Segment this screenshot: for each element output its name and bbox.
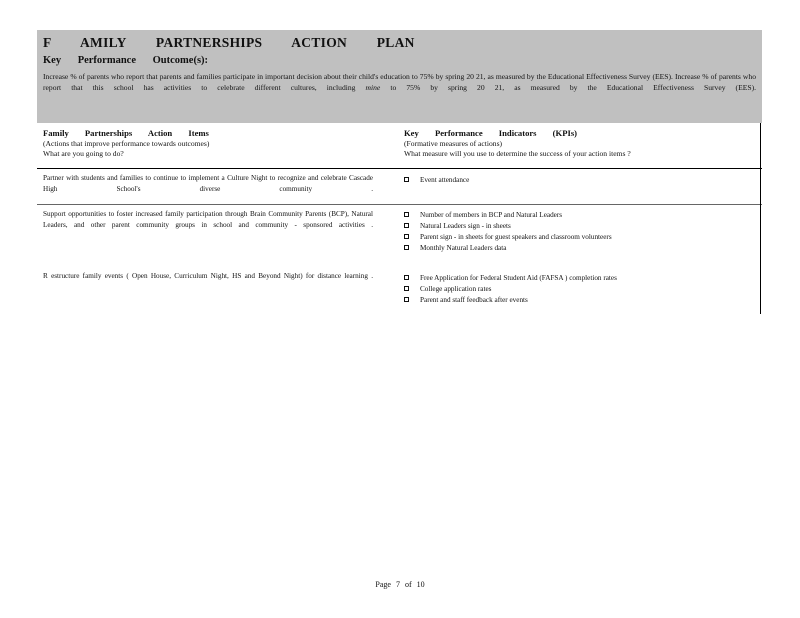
checkbox-bullet-icon xyxy=(404,177,409,182)
header-divider xyxy=(37,168,762,169)
kpi-description: (Formative measures of actions) xyxy=(404,138,503,148)
checkbox-bullet-icon xyxy=(404,212,409,217)
checkbox-bullet-icon xyxy=(404,275,409,280)
table-row-action: Partner with students and families to continue to implement a Culture Night to recognize and celebrate Cascade High School's diverse community . xyxy=(43,174,373,193)
list-item xyxy=(404,243,754,254)
kpi-text: Monthly Natural Leaders data xyxy=(420,244,507,252)
action-items-description: (Actions that improve performance towards outcomes) xyxy=(43,138,210,148)
page-title: F AMILY PARTNERSHIPS ACTION PLAN xyxy=(43,35,415,50)
action-items-heading: Family Partnerships Action Items xyxy=(43,128,209,138)
kpi-question: What measure will you use to determine the success of your action items ? xyxy=(404,149,631,158)
table-row-kpis xyxy=(404,210,754,254)
kpi-text: Free Application for Federal Student Aid (FAFSA ) completion rates xyxy=(420,274,617,282)
outcome-text-italic: mine xyxy=(365,82,381,92)
list-item xyxy=(404,284,754,295)
checkbox-bullet-icon xyxy=(404,297,409,302)
action-items-question: What are you going to do? xyxy=(43,149,124,158)
action-items-column-header xyxy=(43,128,378,160)
list-item xyxy=(404,221,754,232)
kpi-text: College application rates xyxy=(420,285,492,293)
kpi-text: Number of members in BCP and Natural Leaders xyxy=(420,211,563,219)
outcome-statement xyxy=(43,72,756,93)
outcome-text-part2: to 75% by spring 20 21, as measured by the Educational Effectiveness Survey (EES). xyxy=(390,82,757,92)
kpi-column-header xyxy=(404,128,754,160)
kpi-heading: Key Performance Indicators (KPIs) xyxy=(404,128,578,138)
kpi-text: Parent and staff feedback after events xyxy=(420,296,528,304)
table-row-action: Support opportunities to foster increased family participation through Brain Community Parents (BCP), Natural Leaders, and other parent community groups in school and community - sponsored activities . xyxy=(43,210,373,229)
list-item xyxy=(404,232,754,243)
row-divider xyxy=(37,204,762,205)
table-row-action: R estructure family events ( Open House, Curriculum Night, HS and Beyond Night) for distance learning . xyxy=(43,272,373,280)
plan-header xyxy=(37,30,762,123)
list-item xyxy=(404,175,754,186)
checkbox-bullet-icon xyxy=(404,245,409,250)
checkbox-bullet-icon xyxy=(404,223,409,228)
action-plan-table xyxy=(37,123,762,314)
kpi-text: Event attendance xyxy=(420,176,470,184)
kpi-text: Natural Leaders sign - in sheets xyxy=(420,222,511,230)
outcomes-heading: Key Performance Outcome(s): xyxy=(43,55,209,66)
kpi-text: Parent sign - in sheets for guest speakers and classroom volunteers xyxy=(420,233,612,241)
checkbox-bullet-icon xyxy=(404,234,409,239)
table-row-kpis xyxy=(404,175,754,186)
checkbox-bullet-icon xyxy=(404,286,409,291)
table-right-border xyxy=(760,123,761,314)
list-item xyxy=(404,273,754,284)
list-item xyxy=(404,295,754,306)
outcome-text-part1: Increase % of parents who report that parents and families participate in important decision about their child's education to 75% by spring 20 21, as measured by the Educational Effectiveness Survey (EES). Increase % of parents who report that this school has activities to celebrate different cultures, including xyxy=(43,72,756,92)
table-row-kpis xyxy=(404,273,754,306)
page-number: Page 7 of 10 xyxy=(375,580,425,589)
list-item xyxy=(404,210,754,221)
